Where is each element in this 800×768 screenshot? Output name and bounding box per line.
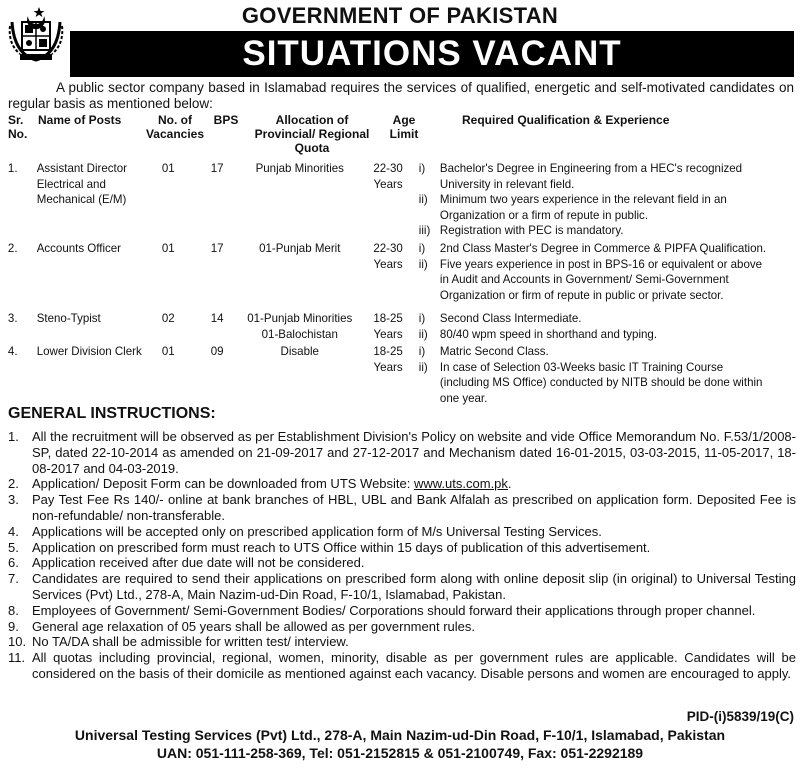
row-vacancies: 01 bbox=[161, 344, 175, 358]
row-post: Assistant Director Electrical and Mechanical (E/M) bbox=[36, 161, 127, 206]
publication-id: PID-(i)5839/19(C) bbox=[686, 709, 794, 724]
row-post: Lower Division Clerk bbox=[36, 344, 142, 358]
qualification-item: i) Second Class Intermediate. bbox=[418, 311, 582, 325]
instruction-item: 4. Applications will be accepted only on prescribed application form of M/s Universal Testing Services. bbox=[8, 523, 602, 539]
instruction-item: 5. Application on prescribed form must reach to UTS Office within 15 days of publication of this advertisement. bbox=[8, 539, 651, 555]
table-header bbox=[6, 113, 798, 161]
header-qualification: Required Qualification & Experience bbox=[462, 113, 670, 127]
footer-phone-numbers: UAN: 051-111-258-369, Tel: 051-2152815 & 051-2100749, Fax: 051-2292189 bbox=[156, 745, 644, 761]
instruction-item: 6. Application received after due date will not be considered. bbox=[8, 555, 365, 571]
row-sr: 4. bbox=[7, 344, 18, 358]
row-sr: 2. bbox=[7, 241, 18, 255]
row-qualifications bbox=[419, 241, 767, 303]
row-allocation: Disable bbox=[280, 344, 319, 358]
table-row bbox=[6, 241, 766, 311]
row-allocation: Punjab Minorities bbox=[255, 161, 344, 175]
row-vacancies: 02 bbox=[161, 311, 175, 325]
qualification-item: i) Matric Second Class. bbox=[418, 344, 549, 358]
row-age: 18-25 Years bbox=[373, 311, 403, 341]
header-allocation: Allocation of Provincial/ Regional Quota bbox=[254, 113, 370, 155]
row-age: 22-30 Years bbox=[373, 161, 403, 191]
header-sr: Sr. No. bbox=[8, 113, 28, 141]
row-vacancies: 01 bbox=[161, 241, 175, 255]
row-post: Steno-Typist bbox=[36, 311, 101, 325]
row-age: 22-30 Years bbox=[373, 241, 403, 271]
table-row bbox=[6, 161, 766, 241]
instruction-item: 2. Application/ Deposit Form can be downloaded from UTS Website: www.uts.com.pk. bbox=[8, 476, 512, 492]
instruction-item: 8. Employees of Government/ Semi-Government Bodies/ Corporations should forward their applications through proper channel. bbox=[8, 602, 756, 618]
row-qualifications bbox=[419, 311, 767, 342]
instruction-item: 9. General age relaxation of 05 years shall be allowed as per government rules. bbox=[8, 618, 475, 634]
row-qualifications bbox=[419, 161, 767, 239]
vacancy-table bbox=[6, 113, 798, 404]
row-bps: 14 bbox=[210, 311, 224, 325]
row-age: 18-25 Years bbox=[373, 344, 403, 374]
row-qualifications bbox=[419, 344, 767, 406]
row-vacancies: 01 bbox=[161, 161, 175, 175]
general-instructions-list bbox=[8, 429, 796, 682]
row-bps: 17 bbox=[210, 241, 224, 255]
row-post: Accounts Officer bbox=[36, 241, 122, 255]
row-allocation: 01-Punjab Minorities 01-Balochistan bbox=[247, 311, 353, 341]
qualification-item: ii) 80/40 wpm speed in shorthand and typing. bbox=[418, 326, 658, 341]
situations-vacant-banner: SITUATIONS VACANT bbox=[70, 31, 794, 77]
qualification-item: ii) Five years experience in post in BPS-16 or equivalent or above in Audit and Accounts in Government/ Semi-Government Organization or firm of repute in public or private sector. bbox=[418, 256, 763, 302]
row-sr: 1. bbox=[7, 161, 18, 175]
header-post: Name of Posts bbox=[38, 113, 122, 127]
instruction-item: 10. No TA/DA shall be admissible for written test/ interview. bbox=[8, 634, 349, 650]
uts-website-link[interactable]: www.uts.com.pk bbox=[414, 476, 508, 492]
footer-contact bbox=[0, 726, 800, 762]
intro-paragraph: A public sector company based in Islamabad requires the services of qualified, energetic and self-motivated candidates on regular basis as mentioned below: bbox=[8, 80, 794, 111]
footer-address: Universal Testing Services (Pvt) Ltd., 278-A, Main Nazim-ud-Din Road, F-10/1, Islamabad, Pakistan bbox=[74, 727, 726, 743]
header-bps: BPS bbox=[213, 113, 239, 127]
instruction-item: 3. Pay Test Fee Rs 140/- online at bank branches of HBL, UBL and Bank Alfalah as prescribed on application form. Deposited Fee is non-refundable/ non-transferable. bbox=[8, 492, 796, 523]
row-sr: 3. bbox=[7, 311, 18, 325]
table-row bbox=[6, 344, 766, 404]
qualification-item: ii) In case of Selection 03-Weeks basic IT Training Course (including MS Office) conducted by NITB should be done within one year. bbox=[418, 359, 763, 405]
general-instructions-heading: GENERAL INSTRUCTIONS: bbox=[8, 405, 216, 422]
qualification-item: iii) Registration with PEC is mandatory. bbox=[418, 223, 624, 237]
header-age: Age Limit bbox=[389, 113, 419, 141]
row-allocation: 01-Punjab Merit bbox=[259, 241, 341, 255]
instruction-item: 11. All quotas including provincial, regional, women, minority, disable as per government rules are applicable. Candidates will be considered on the basis of their domicile as mentioned against each vacancy. Disable persons and women are encouraged to apply. bbox=[8, 650, 796, 681]
government-title: GOVERNMENT OF PAKISTAN bbox=[241, 3, 559, 28]
instruction-item: 1. All the recruitment will be observed as per Establishment Division's Policy on website and vide Office Memorandum No. F.53/1/2008-SP, dated 22-10-2014 as amended on 21-09-2017 and 27-12-2017 and Mechanism dated 16-01-2015, 03-03-2015, 11-05-2017, 18-08-2017 and 04-03-2019. bbox=[8, 429, 796, 476]
row-bps: 17 bbox=[210, 161, 224, 175]
qualification-item: i) Bachelor's Degree in Engineering from a HEC's recognized University in relevant field. bbox=[418, 161, 743, 191]
instruction-item: 7. Candidates are required to send their applications on prescribed form along with online deposit slip (in original) to Universal Testing Services (Pvt) Ltd., 278-A, Main Nazim-ud-Din Road, F-10/1, Islamabad, Pakistan. bbox=[8, 571, 796, 602]
header-vacancies: No. of Vacancies bbox=[145, 113, 205, 141]
table-row bbox=[6, 311, 766, 344]
row-bps: 09 bbox=[210, 344, 224, 358]
qualification-item: i) 2nd Class Master's Degree in Commerce & PIPFA Qualification. bbox=[418, 241, 767, 255]
qualification-item: ii) Minimum two years experience in the relevant field in an Organization or a firm of repute in public. bbox=[418, 192, 727, 222]
